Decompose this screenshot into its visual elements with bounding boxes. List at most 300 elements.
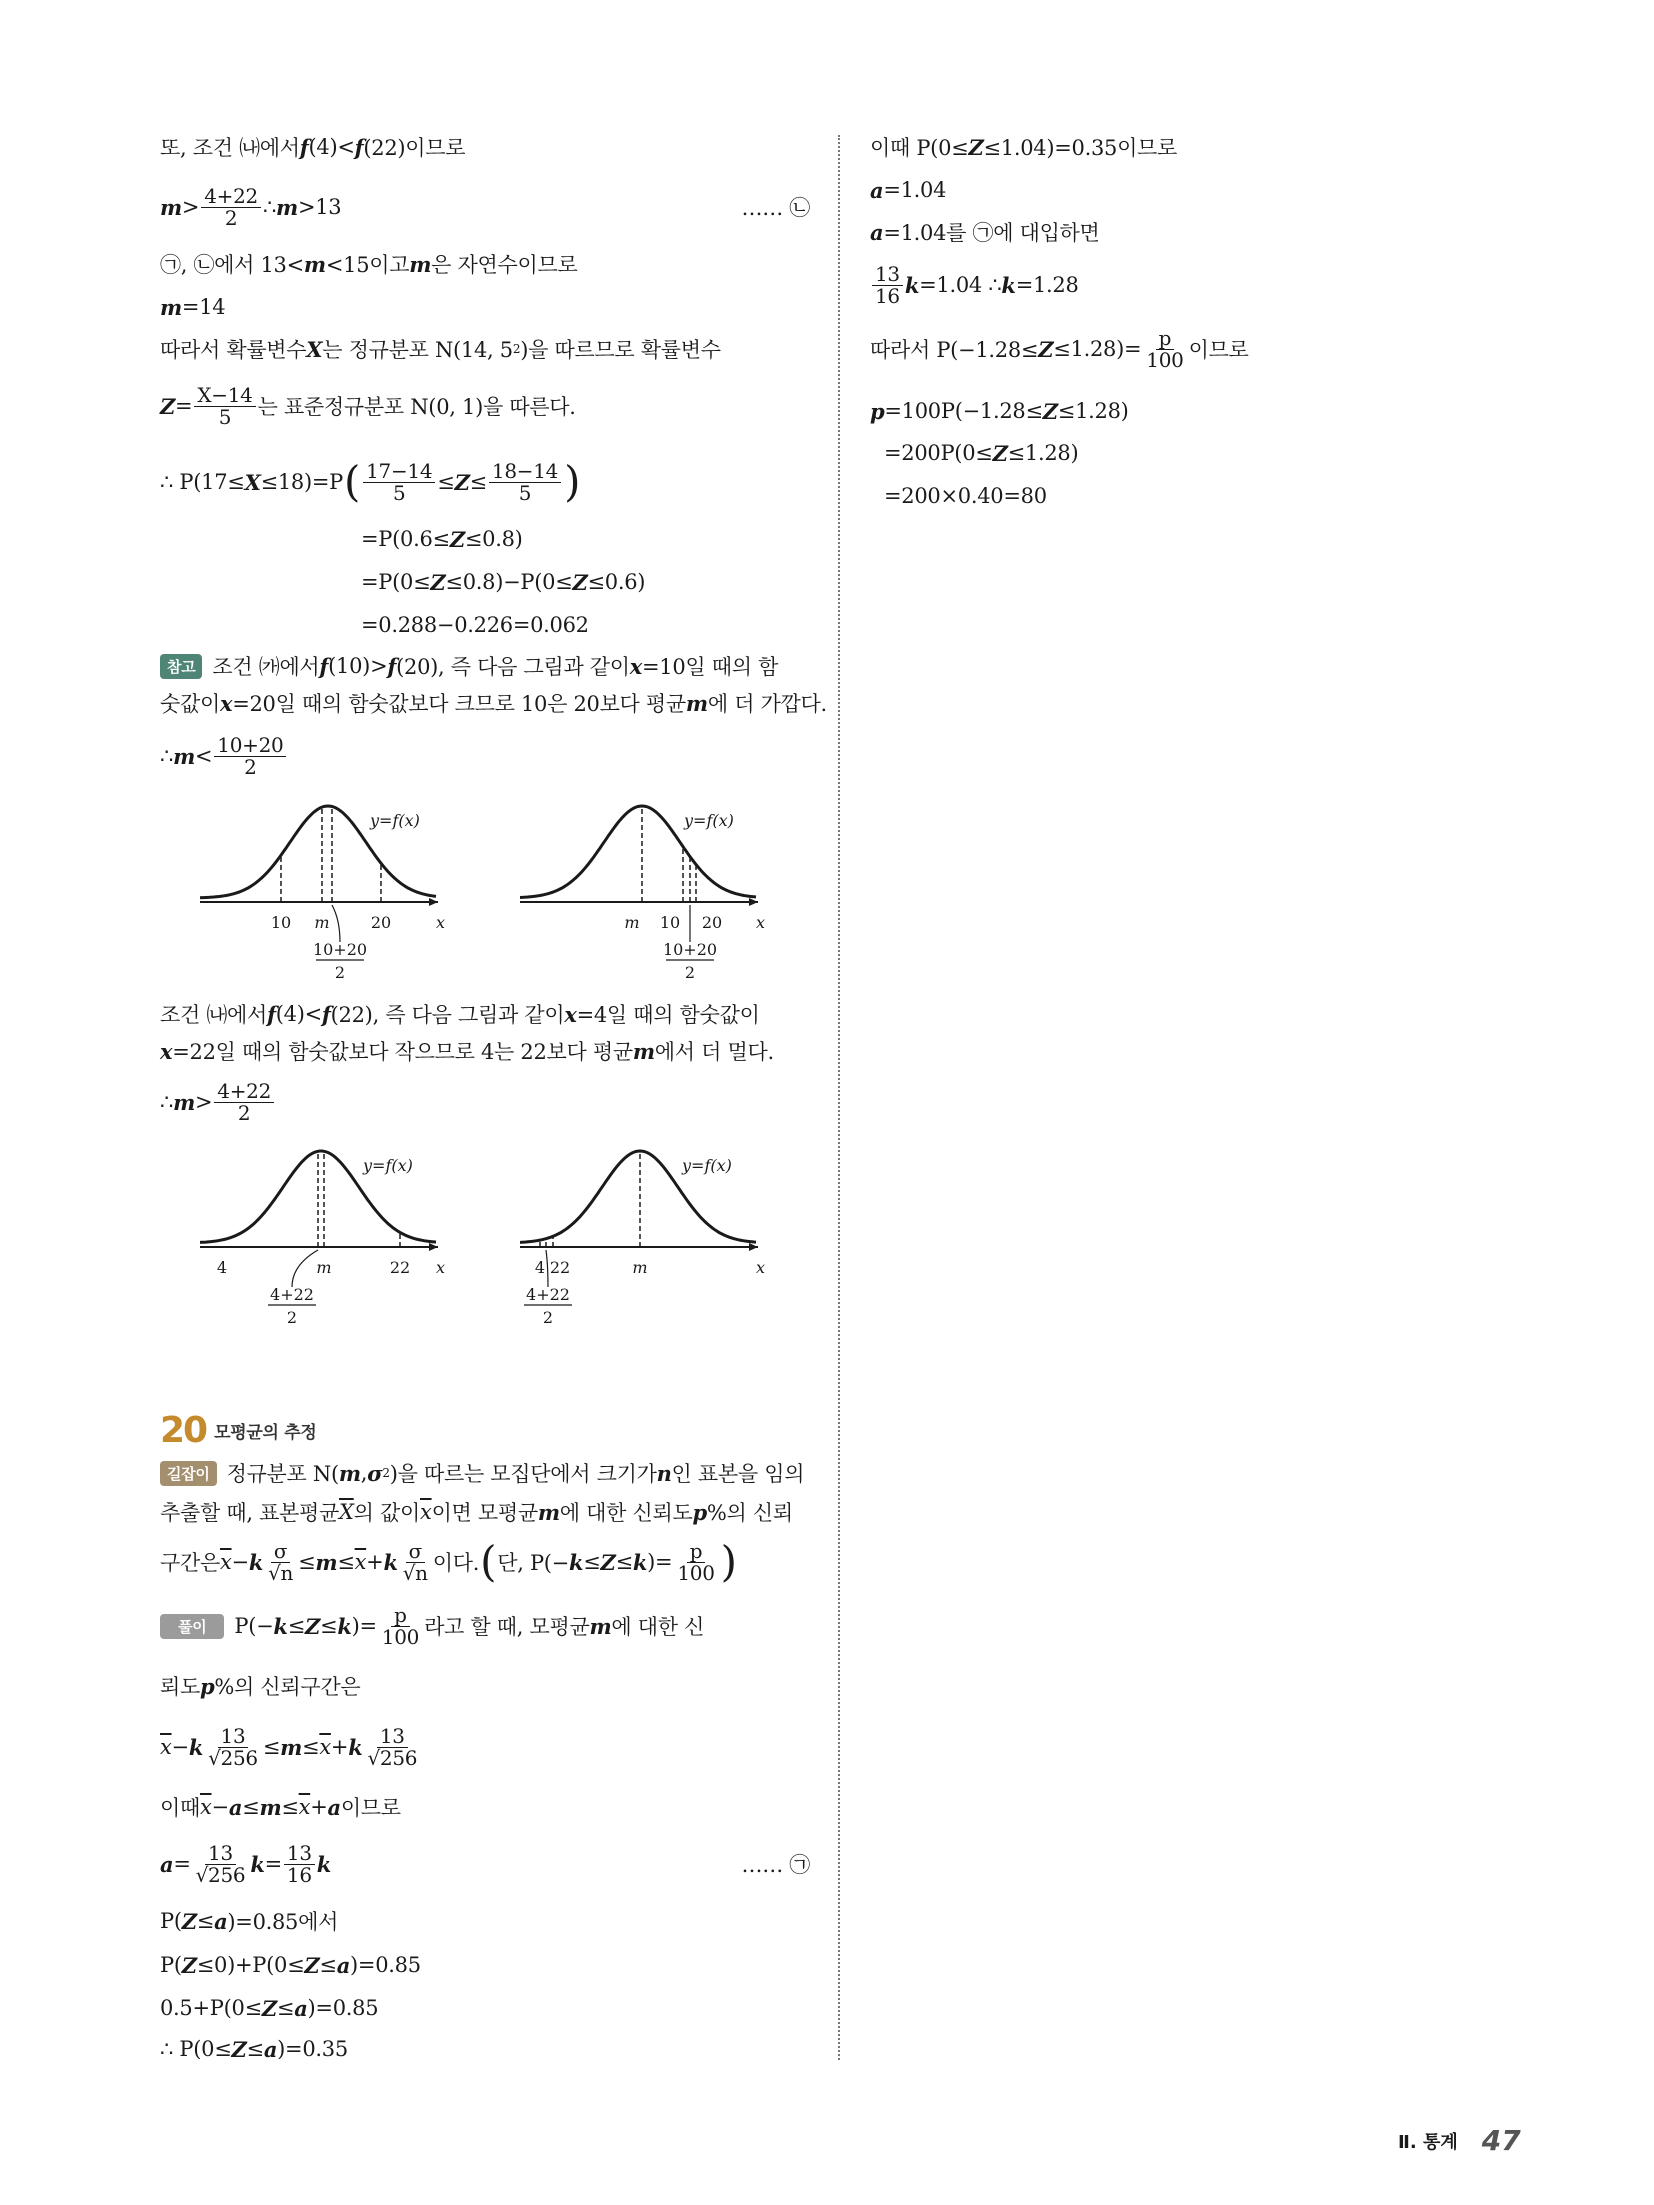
text: ≤: [242, 1795, 260, 1819]
text: >13: [297, 195, 342, 219]
text: =1.28: [1015, 273, 1079, 297]
axis-label: x: [436, 913, 446, 932]
overline-variable: $\overline{x}$: [319, 1735, 331, 1759]
math-variable: f: [267, 1001, 276, 1027]
axis-label: x: [756, 913, 766, 932]
numerator: σ: [406, 1541, 425, 1563]
text: P(−: [234, 1614, 274, 1638]
midpoint-numerator: 4+22: [270, 1285, 314, 1304]
text: ≤0.6): [587, 570, 646, 594]
midpoint-numerator: 4+22: [526, 1285, 570, 1304]
text: ≤: [281, 1795, 299, 1819]
text: 이면 모평균: [431, 1501, 538, 1525]
fraction: [205, 1723, 261, 1770]
numerator: 13: [205, 1843, 236, 1865]
math-variable: m: [303, 251, 326, 277]
denominator: √256: [367, 1745, 418, 1770]
math-variable: m: [173, 743, 195, 769]
numerator: 18−14: [489, 461, 561, 483]
math-variable: a: [214, 1908, 228, 1934]
denominator: 5: [392, 480, 406, 505]
text: =P(0≤: [361, 570, 431, 594]
text: 단, P(−: [497, 1551, 569, 1575]
equation-tag: …… ㉡: [741, 196, 810, 220]
text-line: [160, 1031, 810, 1071]
text: =1.04: [883, 178, 947, 202]
text-line: [160, 1787, 810, 1827]
math-variable: m: [259, 1794, 282, 1820]
text-line: [160, 646, 810, 686]
numerator: p: [391, 1605, 410, 1627]
text-line: [884, 433, 1470, 473]
text: )=0.35: [277, 2037, 348, 2061]
text: ≤: [337, 1550, 355, 1574]
text: 추출할 때, 표본평균: [160, 1501, 340, 1525]
fraction: [379, 1602, 422, 1649]
fraction: [194, 382, 255, 429]
math-variable: Z: [261, 1995, 277, 2021]
math-variable: n: [656, 1460, 672, 1486]
badge-sol: 풀이: [160, 1614, 224, 1639]
math-variable: k: [273, 1613, 288, 1639]
text-line: [361, 605, 810, 645]
math-variable: a: [327, 1794, 341, 1820]
math-variable: x: [219, 690, 233, 716]
text: >: [194, 1090, 213, 1114]
text: ≤: [437, 470, 455, 494]
text: =: [175, 394, 193, 418]
text: =P(0.6≤: [361, 527, 450, 551]
text: 인 표본을 임의: [671, 1462, 805, 1486]
text-line: [870, 325, 1470, 372]
text: 이때 P(0≤: [870, 136, 969, 160]
text: ㉠, ㉡에서 13<: [160, 253, 304, 277]
text: 이다.: [432, 1551, 480, 1575]
denominator: 2: [244, 754, 257, 779]
text: =: [173, 1852, 191, 1876]
text: )=0.85: [350, 1953, 421, 1977]
text: =22일 때의 함숫값보다 작으므로 4는 22보다 평균: [172, 1040, 633, 1064]
math-variable: Z: [181, 1952, 197, 1978]
numerator: p: [1156, 328, 1175, 350]
text: ∴: [262, 195, 277, 219]
text: ≤1.28): [1057, 399, 1129, 423]
math-variable: a: [160, 1851, 174, 1877]
text: )=: [351, 1614, 377, 1638]
math-variable: k: [188, 1734, 204, 1760]
fraction: [1143, 325, 1186, 372]
text-line: 길잡이 정규분포 N( m , σ 2 )을 따르는 모집단에서 크기가 n 인 표본을 임의: [160, 1453, 810, 1493]
text-line: [361, 519, 810, 559]
text-line: [160, 994, 810, 1034]
page-number: 47: [1481, 2124, 1521, 2157]
text: ≤: [319, 1953, 337, 1977]
bell-curve-graph: [520, 790, 780, 990]
badge-ref: 참고: [160, 654, 202, 679]
numerator: 17−14: [363, 461, 435, 483]
text: ≤: [276, 1996, 295, 2020]
text-line: [160, 1410, 810, 1450]
math-variable: Z: [968, 134, 984, 160]
axis-arrow-icon: [429, 1243, 438, 1251]
math-variable: σ: [367, 1460, 383, 1486]
text: ≤0.8)−P(0≤: [445, 570, 573, 594]
fraction: [284, 1840, 315, 1887]
text: =1.04를 ㉠에 대입하면: [883, 221, 1100, 245]
fraction: [363, 458, 435, 505]
denominator: √256: [208, 1745, 258, 1770]
page-footer: [1398, 2124, 1521, 2157]
text: 따라서 확률변수: [160, 338, 307, 362]
text-line: [160, 2029, 810, 2069]
denominator: 5: [518, 480, 532, 505]
tick-label: 20: [370, 913, 392, 932]
text: =10일 때의 함: [642, 655, 779, 679]
tick-label: 22: [389, 1258, 411, 1277]
axis-arrow-icon: [429, 898, 438, 906]
text-line: [870, 127, 1470, 167]
text-line: [160, 1078, 810, 1125]
text: 에 대한 신뢰도: [559, 1501, 693, 1525]
text-line: ∴ P(17≤ X ≤18)=P ( $\frac{17-14}{5}$ ≤ Z ≤ $\frac{18-14}{5}$ ): [160, 457, 581, 506]
text: 0.5+P(0≤: [160, 1996, 262, 2020]
text: ∴: [160, 744, 174, 768]
text: %의 신뢰: [706, 1501, 793, 1525]
text: ≤1.04)=0.35이므로: [983, 136, 1178, 160]
math-variable: m: [160, 294, 182, 320]
pointer-arrow: [546, 1250, 548, 1287]
math-variable: m: [409, 251, 432, 277]
fraction: [400, 1538, 431, 1585]
text: −: [171, 1735, 189, 1759]
text-line: [870, 212, 1470, 252]
denominator: 16: [875, 283, 900, 308]
problem-number: 20: [160, 1409, 207, 1451]
fraction: [214, 732, 286, 779]
text: P(: [160, 1909, 182, 1933]
text: =: [264, 1852, 282, 1876]
denominator: 2: [224, 205, 238, 230]
text: ≤0)+P(0≤: [196, 1953, 305, 1977]
math-variable: a: [294, 1995, 308, 2021]
math-variable: m: [537, 1499, 560, 1525]
text-line: [870, 170, 1470, 210]
math-variable: m: [685, 690, 708, 716]
math-variable: Z: [449, 526, 465, 552]
math-variable: p: [692, 1499, 707, 1525]
text: )=0.85: [307, 1996, 379, 2020]
text-line: [884, 476, 1470, 516]
text-line: [160, 287, 810, 327]
numerator: 10+20: [214, 735, 286, 757]
tick-label: 4: [534, 1258, 546, 1277]
text: )=0.85에서: [227, 1910, 339, 1934]
text: ≤: [469, 470, 487, 494]
text-line: [160, 1840, 810, 1887]
math-variable: Z: [572, 569, 588, 595]
numerator: 13: [872, 264, 903, 286]
bell-curve-graph: [200, 790, 460, 990]
text: ≤: [287, 1614, 305, 1638]
text-line: [160, 127, 810, 167]
math-variable: m: [160, 194, 182, 220]
text-line: [160, 1723, 810, 1770]
denominator: 100: [381, 1624, 420, 1649]
text: 구간은: [160, 1551, 220, 1575]
text: ∴ P(17≤: [160, 470, 245, 494]
math-variable: Z: [992, 440, 1008, 466]
math-variable: Z: [181, 1908, 197, 1934]
fraction: [214, 1078, 274, 1125]
numerator: σ: [271, 1541, 290, 1563]
text: (22), 즉 다음 그림과 같이: [330, 1003, 565, 1027]
text: ≤18)=P: [260, 470, 344, 494]
text: 조건 ㈎에서: [212, 655, 320, 679]
text: 은 자연수이므로: [431, 253, 578, 277]
text: ≤: [615, 1550, 633, 1574]
chapter-label: Ⅱ. 통계: [1398, 2131, 1458, 2153]
text-line: 구간은 $\overline{x}$ − k $\frac{\sigma}{√n}$ ≤ m ≤ $\overline{x}$ + k $\frac{\sigma}{√n}$ 이다. ( 단, P(− k ≤ Z ≤ k )= $\frac{p}{100}$ ): [160, 1537, 737, 1586]
math-variable: a: [263, 2036, 278, 2062]
text: +: [366, 1550, 384, 1574]
text: =100P(−1.28≤: [884, 399, 1043, 423]
text: )을 따르므로 확률변수: [520, 338, 721, 362]
math-variable: k: [383, 1549, 398, 1575]
denominator: √n: [268, 1560, 294, 1585]
overline-variable: $\overline{x}$: [420, 1500, 432, 1524]
math-variable: Z: [304, 1613, 321, 1639]
math-variable: p: [199, 1673, 215, 1699]
axis-arrow-icon: [749, 898, 758, 906]
text: ≤: [583, 1550, 601, 1574]
text: <15이고: [325, 253, 410, 277]
math-variable: a: [228, 1794, 243, 1820]
midpoint-denominator: 2: [334, 963, 346, 982]
math-variable: Z: [1038, 336, 1054, 362]
text: 정규분포 N(: [226, 1462, 339, 1486]
math-variable: m: [338, 1460, 361, 1486]
text: 이때: [160, 1796, 200, 1820]
curve-label: y=f(x): [684, 811, 734, 830]
math-variable: m: [280, 1734, 303, 1760]
overline-variable: $\overline{x}$: [199, 1795, 212, 1819]
math-variable: Z: [304, 1952, 320, 1978]
text-line: [870, 391, 1470, 431]
text: ,: [360, 1461, 368, 1485]
text: ≤: [302, 1735, 320, 1759]
text: =0.288−0.226=0.062: [361, 613, 589, 637]
text-line: [361, 562, 810, 602]
text: 는 정규분포 N(14, 5: [322, 338, 513, 362]
axis-label: x: [436, 1258, 446, 1277]
overline-variable: $\overline{x}$: [354, 1550, 367, 1574]
math-variable: p: [870, 398, 885, 424]
math-variable: k: [316, 1851, 332, 1877]
text: ≤: [320, 1614, 338, 1638]
text: (20), 즉 다음 그림과 같이: [396, 655, 630, 679]
text: ≤0.8): [464, 527, 523, 551]
math-variable: f: [319, 653, 329, 679]
text: ≤1.28)=: [1053, 337, 1142, 361]
text-line: [160, 732, 810, 779]
text: 라고 할 때, 모평균: [424, 1615, 590, 1639]
tick-label: m: [624, 913, 640, 932]
denominator: √256: [195, 1862, 246, 1887]
math-variable: a: [870, 177, 884, 203]
numerator: p: [687, 1541, 706, 1563]
pointer-arrow: [332, 905, 340, 942]
math-variable: m: [315, 1549, 338, 1575]
denominator: √n: [402, 1560, 428, 1585]
text: 는 표준정규분포 N(0, 1)을 따른다.: [257, 395, 576, 419]
math-variable: x: [564, 1001, 577, 1027]
text: =4일 때의 함숫값이: [576, 1003, 760, 1027]
text-line: [160, 1945, 810, 1985]
tick-label: m: [316, 1258, 332, 1277]
text: =200P(0≤: [884, 441, 993, 465]
math-variable: m: [632, 1038, 655, 1064]
text-line: [160, 1901, 810, 1941]
math-variable: k: [337, 1613, 352, 1639]
text: )=: [647, 1550, 673, 1574]
text-line: [160, 1666, 810, 1706]
math-variable: f: [321, 1001, 331, 1027]
math-variable: k: [248, 1549, 264, 1575]
text: (4)<: [275, 1002, 322, 1026]
numerator: X−14: [194, 385, 255, 407]
text: ≤: [196, 1909, 215, 1933]
math-variable: k: [250, 1851, 265, 1877]
numerator: 13: [284, 1843, 315, 1865]
tick-label: m: [314, 913, 330, 932]
denominator: 100: [1146, 347, 1184, 372]
text: −: [211, 1795, 229, 1819]
math-variable: Z: [1042, 398, 1058, 424]
text: =200×0.40=80: [884, 484, 1047, 508]
fraction: [674, 1538, 717, 1585]
text: 의 값이: [353, 1501, 421, 1525]
fraction: [265, 1538, 296, 1585]
text: ≤1.28): [1007, 441, 1079, 465]
math-variable: Z: [600, 1549, 616, 1575]
text: (4)<: [308, 135, 355, 159]
math-variable: k: [904, 272, 920, 298]
pointer-arrow: [292, 1250, 318, 1287]
text: +: [330, 1735, 349, 1759]
text-line: [160, 382, 810, 429]
tick-label: 20: [701, 913, 723, 932]
math-variable: f: [299, 134, 309, 160]
midpoint-numerator: 10+20: [662, 940, 718, 959]
equation-tag: …… ㉠: [741, 1853, 810, 1877]
text: −: [231, 1550, 249, 1574]
text: ≤: [262, 1735, 281, 1759]
numerator: 4+22: [214, 1081, 274, 1103]
math-variable: k: [348, 1734, 363, 1760]
text-line: [160, 1492, 810, 1532]
numerator: 13: [377, 1726, 408, 1748]
math-variable: x: [160, 1038, 173, 1064]
denominator: 100: [677, 1560, 715, 1585]
math-variable: Z: [160, 393, 176, 419]
math-variable: a: [336, 1952, 351, 1978]
math-variable: m: [276, 194, 298, 220]
overline-variable: $\overline{x}$: [160, 1735, 172, 1759]
text: ≤: [246, 2037, 264, 2061]
text: (10)>: [328, 654, 388, 678]
tick-label: m: [632, 1258, 648, 1277]
text-line: [160, 1602, 810, 1649]
text: (22)이므로: [363, 136, 466, 160]
text: %의 신뢰구간은: [214, 1675, 361, 1699]
math-variable: Z: [231, 2036, 247, 2062]
fraction: [364, 1723, 420, 1770]
text-line: 따라서 확률변수 X 는 정규분포 N(14, 5 2 )을 따르므로 확률변수: [160, 329, 810, 369]
text: 따라서 P(−1.28≤: [870, 338, 1039, 362]
text-line: [160, 183, 810, 230]
text: =20일 때의 함숫값보다 크므로 10은 20보다 평균: [232, 692, 686, 716]
text: <: [194, 744, 213, 768]
text: 뢰도: [160, 1675, 200, 1699]
bell-curve-graph: [520, 1135, 780, 1335]
fraction: [872, 261, 903, 308]
section-title: 모평균의 추정: [214, 1422, 317, 1443]
fraction: [489, 458, 561, 505]
math-variable: x: [629, 653, 643, 679]
column-divider: [838, 135, 840, 2060]
numerator: 13: [218, 1726, 249, 1748]
text: 에 더 가깝다.: [707, 692, 827, 716]
text: 또, 조건 ㈏에서: [160, 136, 300, 160]
math-variable: m: [173, 1089, 195, 1115]
text: +: [310, 1795, 328, 1819]
text-line: [160, 683, 827, 723]
text-line: [160, 1988, 810, 2028]
midpoint-denominator: 2: [542, 1308, 554, 1327]
denominator: 5: [218, 404, 232, 429]
text: P(: [160, 1953, 182, 1977]
axis-label: x: [756, 1258, 766, 1277]
curve-label: y=f(x): [363, 1156, 413, 1175]
axis-arrow-icon: [749, 1243, 758, 1251]
overline-variable: $\overline{x}$: [298, 1795, 311, 1819]
midpoint-numerator: 10+20: [312, 940, 368, 959]
bell-curve-graph: [200, 1135, 460, 1335]
math-variable: f: [387, 653, 397, 679]
text-line: [870, 261, 1470, 308]
text: 에서 더 멀다.: [654, 1040, 774, 1064]
math-variable: Z: [454, 469, 470, 495]
badge-guide: 길잡이: [160, 1461, 217, 1486]
midpoint-denominator: 2: [684, 963, 696, 982]
math-variable: Z: [430, 569, 446, 595]
tick-label: 4: [216, 1258, 228, 1277]
text: 숫값이: [160, 692, 220, 716]
tick-label: 22: [549, 1258, 571, 1277]
text: ∴ P(0≤: [160, 2037, 232, 2061]
math-variable: k: [568, 1549, 584, 1575]
text: 조건 ㈏에서: [160, 1003, 268, 1027]
text: )을 따르는 모집단에서 크기가: [389, 1462, 657, 1486]
text-line: [160, 244, 810, 284]
text: =1.04 ∴: [919, 273, 1002, 297]
tick-label: 10: [270, 913, 292, 932]
text: 이므로: [340, 1796, 401, 1820]
math-variable: k: [1001, 272, 1016, 298]
midpoint-denominator: 2: [286, 1308, 298, 1327]
text: 에 대한 신: [611, 1615, 705, 1639]
math-variable: X: [244, 469, 261, 495]
